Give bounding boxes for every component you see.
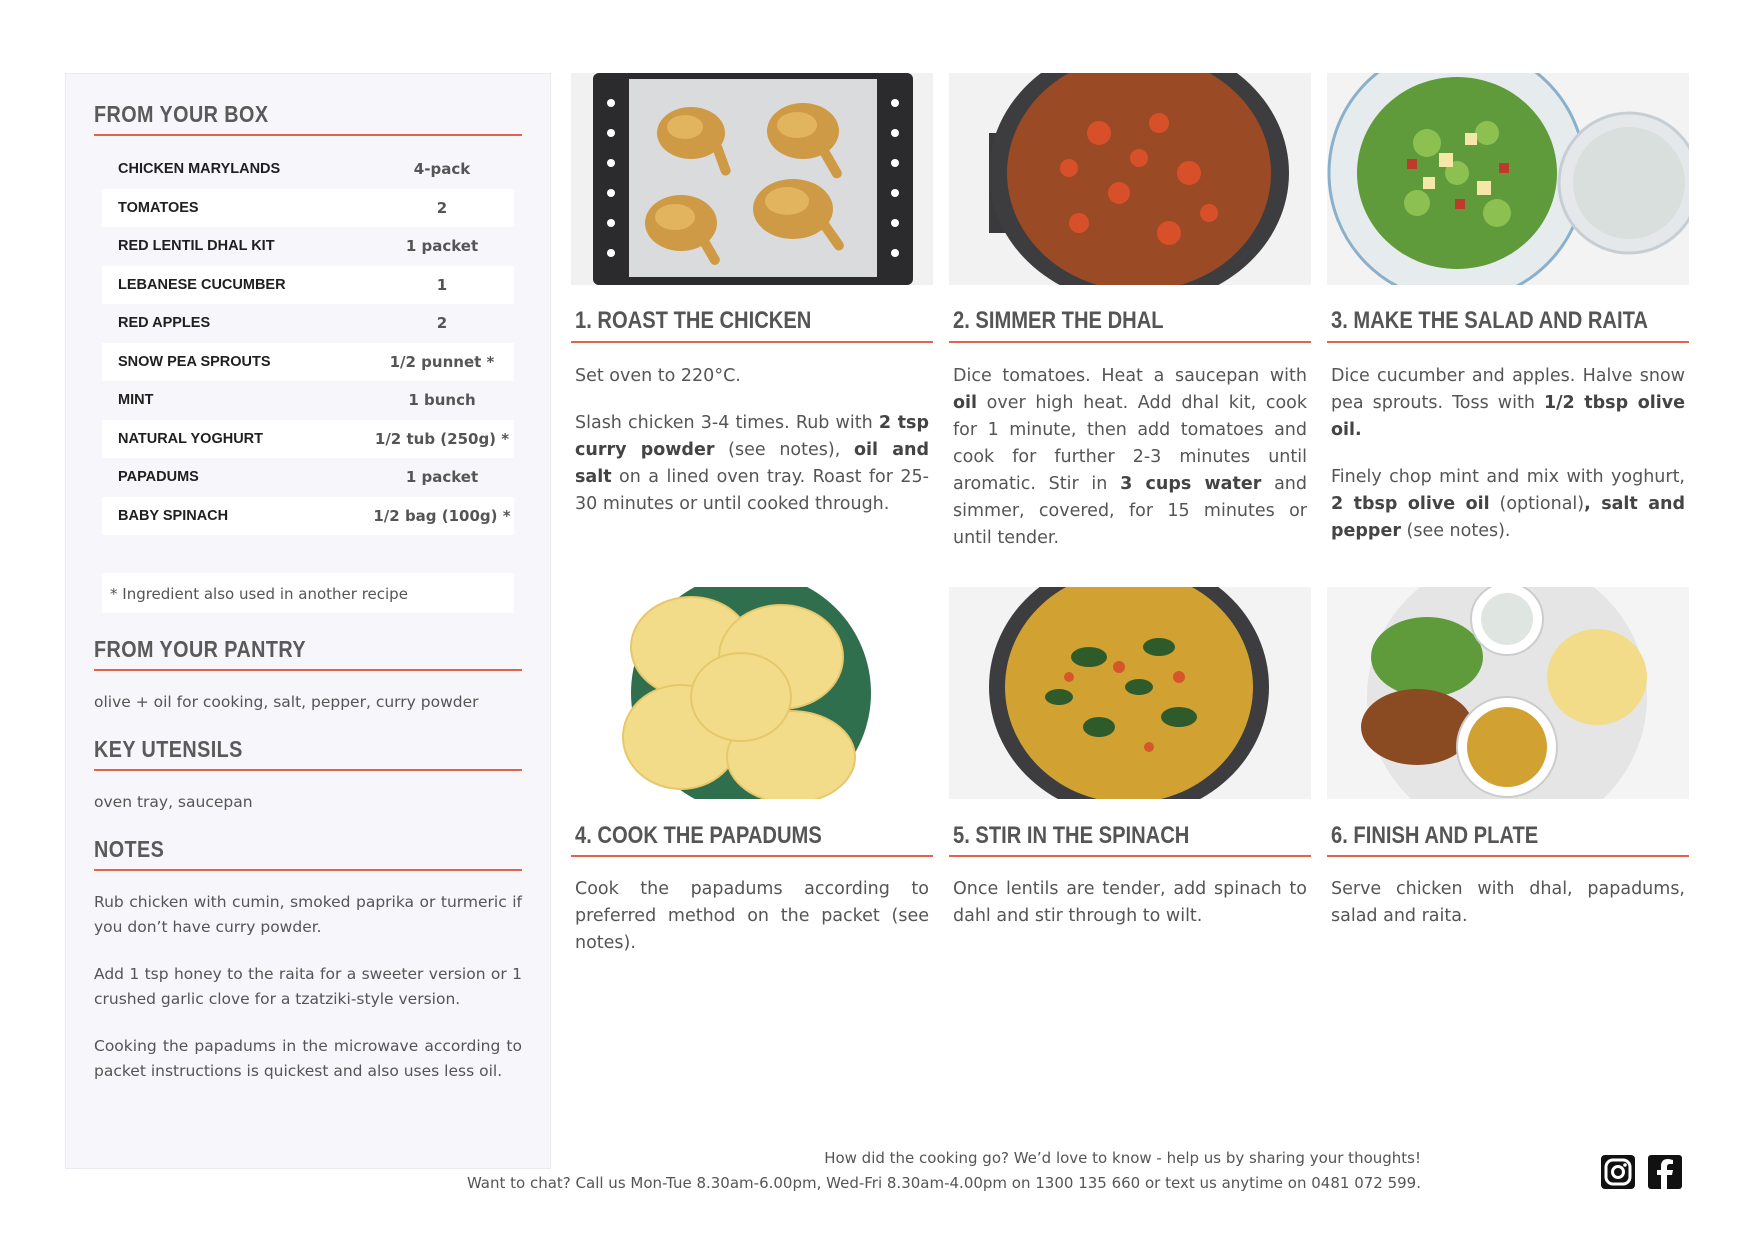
step-1-photo: [571, 73, 933, 285]
ingredient-row: [102, 343, 514, 382]
ingredient-qty: 1/2 bag (100g) *: [373, 506, 511, 525]
pantry-title: FROM YOUR PANTRY: [94, 636, 307, 662]
ingredient-name: MINT: [118, 392, 154, 409]
ingredient-row: [102, 266, 514, 305]
step-4-title: 4. COOK THE PAPADUMS: [575, 822, 822, 849]
ingredient-name: LEBANESE CUCUMBER: [118, 276, 286, 293]
step-6-text: [1331, 876, 1685, 950]
ingredient-qty: 1/2 punnet *: [389, 352, 495, 371]
note-item: Add 1 tsp honey to the raita for a sweeter version or 1 crushed garlic clove for a tzatziki-style version.: [94, 965, 522, 1008]
step-3-rule: [1327, 341, 1689, 343]
step-4-text: [575, 876, 929, 977]
from-box-rule: [94, 134, 522, 136]
step-3-para: Dice cucumber and apples. Halve snow pea sprouts. Toss with 1/2 tbsp olive oil.: [1331, 366, 1686, 440]
step-5-text: [953, 876, 1307, 950]
ingredients-sidebar: [65, 73, 551, 1169]
step-5-title: 5. STIR IN THE SPINACH: [953, 822, 1190, 849]
ingredient-row: [102, 458, 514, 497]
ingredient-qty: 1 packet: [405, 468, 479, 487]
ingredient-name: BABY SPINACH: [118, 507, 229, 524]
step-5-rule: [949, 855, 1311, 857]
ingredient-row: [102, 227, 514, 266]
step-4-para: Cook the papadums according to preferred method on the packet (see notes).: [575, 879, 929, 953]
ingredient-name: SNOW PEA SPROUTS: [118, 353, 271, 370]
step-2-rule: [949, 341, 1311, 343]
utensils-rule: [94, 769, 522, 771]
step-5-para: Once lentils are tender, add spinach to dahl and stir through to wilt.: [953, 879, 1307, 926]
step-4-photo: [571, 587, 933, 799]
step-3-para: Finely chop mint and mix with yoghurt, 2 tbsp olive oil (optional), salt and pepper (see notes).: [1331, 467, 1686, 541]
step-1-text: [575, 363, 929, 538]
step-5-photo: [949, 587, 1311, 799]
ingredient-qty: 1/2 tub (250g) *: [374, 429, 510, 448]
step-6-photo: [1327, 587, 1689, 799]
step-6-para: Serve chicken with dhal, papadums, salad and raita.: [1331, 879, 1685, 926]
notes-list: [94, 890, 522, 1106]
step-1-para: Slash chicken 3-4 times. Rub with 2 tsp curry powder (see notes), oil and salt on a lined oven tray. Roast for 25-30 minutes or until cooked through.: [575, 413, 929, 514]
ingredient-qty: 2: [436, 314, 448, 333]
utensils-title: KEY UTENSILS: [94, 736, 243, 762]
step-1-title: 1. ROAST THE CHICKEN: [575, 307, 812, 334]
ingredient-qty: 1 bunch: [408, 391, 476, 410]
step-2-text: [953, 363, 1307, 572]
notes-title: NOTES: [94, 836, 165, 862]
pantry-rule: [94, 669, 522, 671]
utensils-text: oven tray, saucepan: [94, 793, 253, 811]
ingredient-row: [102, 304, 514, 343]
ingredient-row: [102, 420, 514, 459]
step-6-title: 6. FINISH AND PLATE: [1331, 822, 1539, 849]
from-box-title: FROM YOUR BOX: [94, 101, 269, 127]
footer-feedback: How did the cooking go? We’d love to know - help us by sharing your thoughts!: [824, 1149, 1421, 1167]
note-item: Rub chicken with cumin, smoked paprika or turmeric if you don’t have curry powder.: [94, 893, 522, 936]
ingredient-name: NATURAL YOGHURT: [118, 430, 263, 447]
ingredient-row: [102, 150, 514, 189]
facebook-icon[interactable]: [1647, 1154, 1683, 1190]
step-3-photo: [1327, 73, 1689, 285]
ingredients-table: [102, 150, 514, 535]
ingredient-footnote: * Ingredient also used in another recipe: [102, 573, 514, 613]
ingredient-qty: 2: [436, 198, 448, 217]
step-2-para: Dice tomatoes. Heat a saucepan with oil over high heat. Add dhal kit, cook for 1 minute, then add tomatoes and cook for further 2-3 minutes until aromatic. Stir in 3 cups water and simmer, covered, for 15 minutes or until tender.: [953, 366, 1307, 548]
ingredient-name: RED APPLES: [118, 315, 211, 332]
ingredient-row: [102, 381, 514, 420]
ingredient-name: RED LENTIL DHAL KIT: [118, 238, 275, 255]
instagram-icon[interactable]: [1600, 1154, 1636, 1190]
step-4-rule: [571, 855, 933, 857]
ingredient-name: TOMATOES: [118, 199, 199, 216]
step-1-rule: [571, 341, 933, 343]
step-1-para: Set oven to 220°C.: [575, 366, 741, 386]
step-2-photo: [949, 73, 1311, 285]
ingredient-name: CHICKEN MARYLANDS: [118, 161, 281, 178]
step-3-title: 3. MAKE THE SALAD AND RAITA: [1331, 307, 1648, 334]
pantry-text: olive + oil for cooking, salt, pepper, curry powder: [94, 693, 479, 711]
ingredient-qty: 1: [436, 275, 448, 294]
footer-contact: Want to chat? Call us Mon-Tue 8.30am-6.00pm, Wed-Fri 8.30am-4.00pm on 1300 135 660 or text us anytime on 0481 072 599.: [466, 1174, 1421, 1192]
ingredient-qty: 4-pack: [413, 160, 471, 179]
step-3-text: [1331, 363, 1685, 565]
ingredient-qty: 1 packet: [405, 237, 479, 256]
step-2-title: 2. SIMMER THE DHAL: [953, 307, 1164, 334]
ingredient-row: [102, 189, 514, 228]
note-item: Cooking the papadums in the microwave according to packet instructions is quickest and also uses less oil.: [94, 1037, 522, 1080]
step-6-rule: [1327, 855, 1689, 857]
ingredient-row: [102, 497, 514, 536]
ingredient-name: PAPADUMS: [118, 469, 199, 486]
notes-rule: [94, 869, 522, 871]
